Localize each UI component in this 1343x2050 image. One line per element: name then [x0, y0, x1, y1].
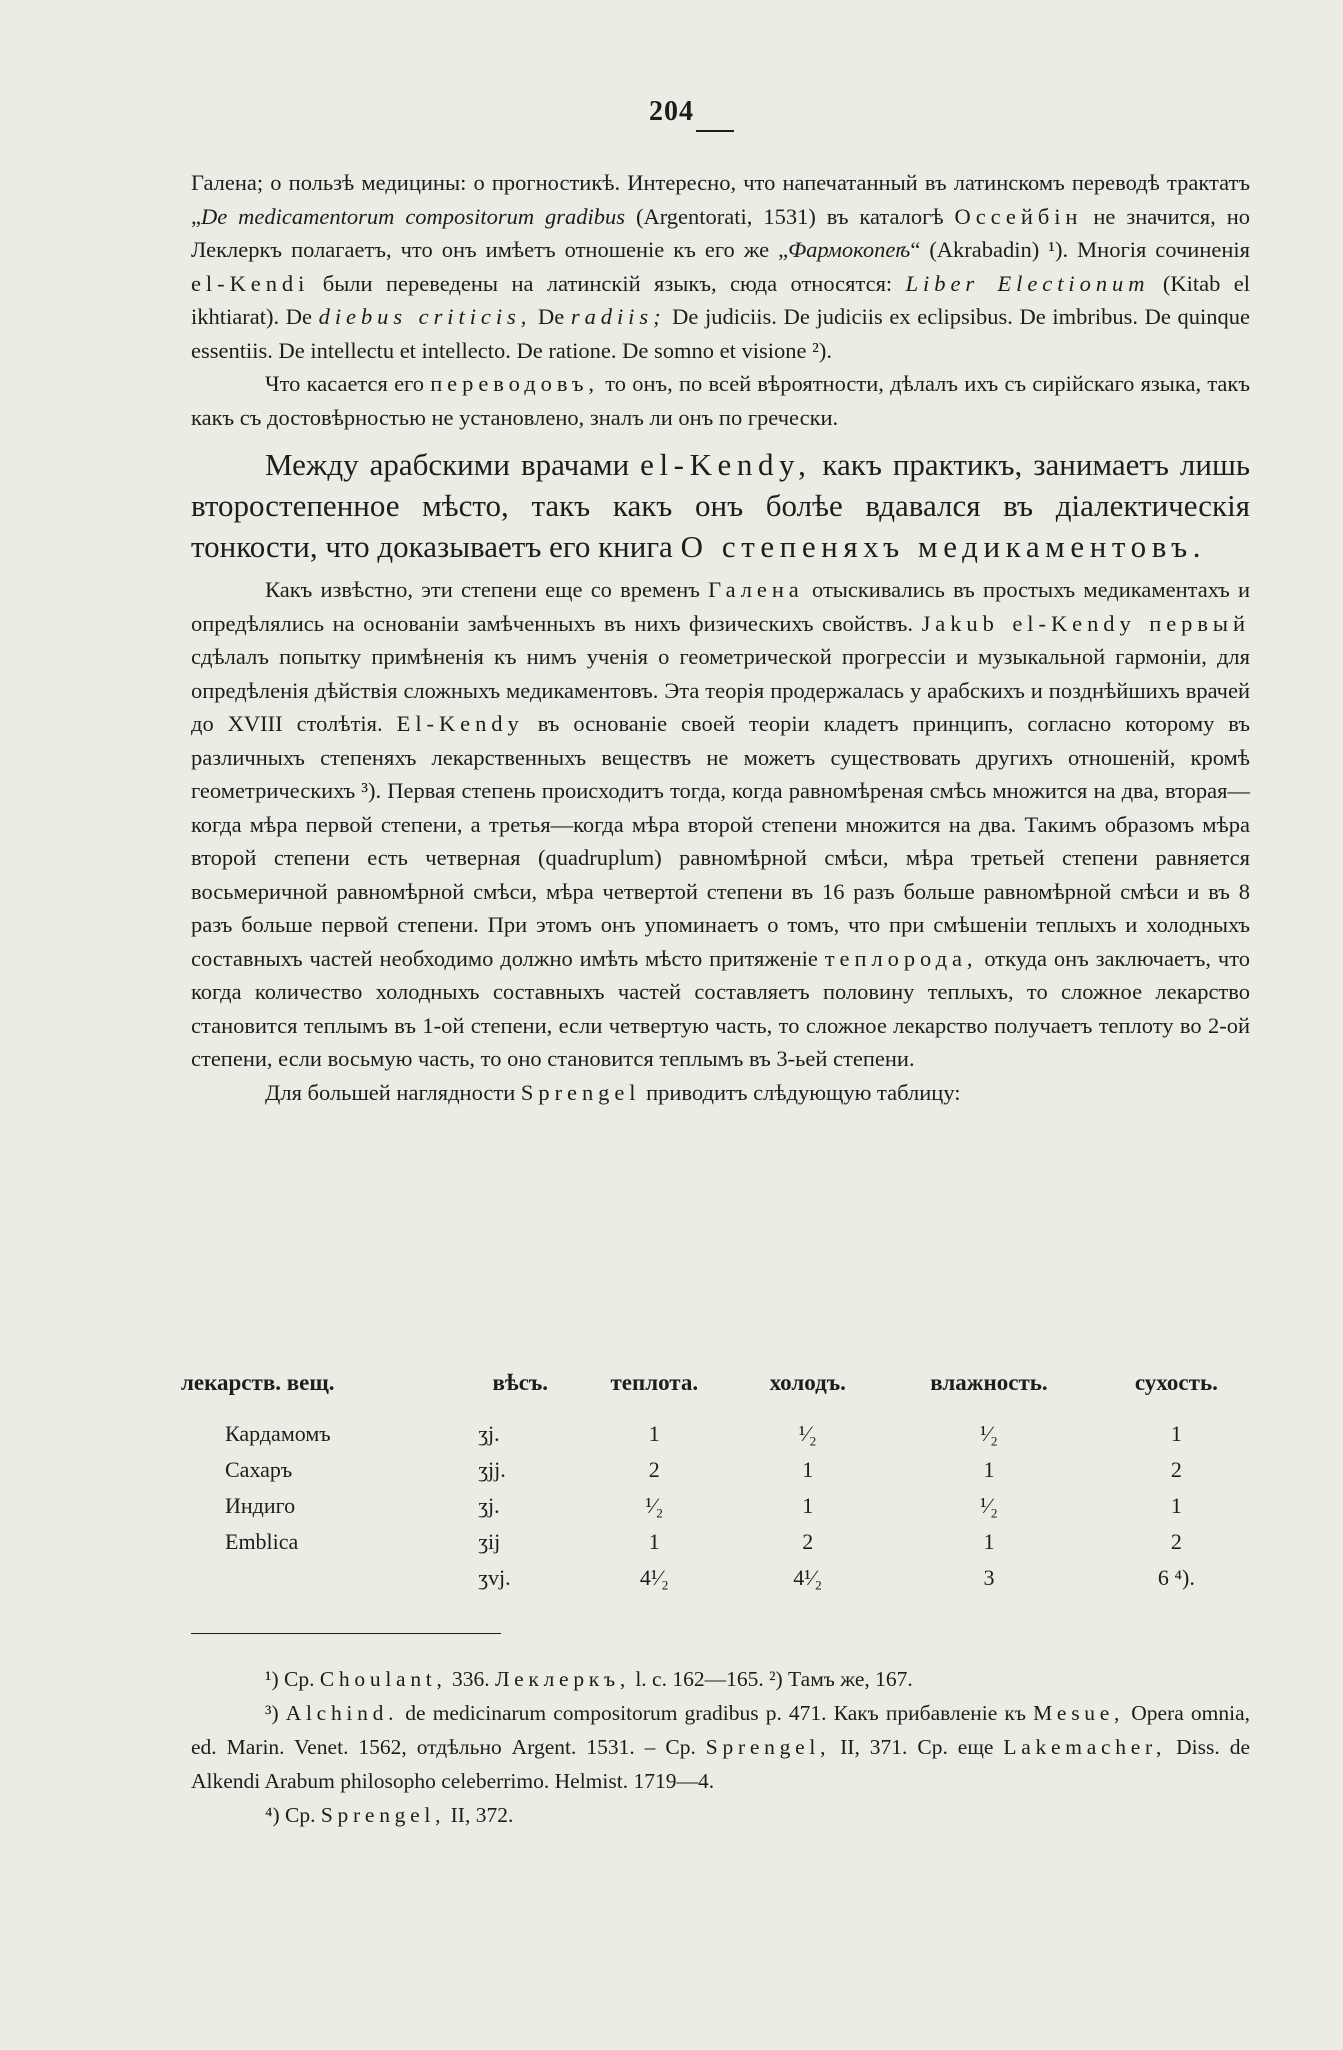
text-run: были переведены на латинскій языкъ, сюда относятся:	[309, 270, 906, 296]
table-cell: ʒvj.	[478, 1565, 511, 1590]
text-run: de medicinarum compositorum gradibus p. 471. Какъ прибавленіе къ	[398, 1701, 1034, 1725]
table-cell: 6 ⁴).	[1157, 1565, 1195, 1590]
table-cell: 1	[648, 1529, 660, 1554]
table-row	[181, 1452, 1254, 1488]
text-run: приводитъ слѣдующую таблицу:	[640, 1079, 961, 1105]
emphasized-text: Sprengel,	[705, 1735, 831, 1759]
text-run: откуда онъ заключаетъ, что когда количество холодныхъ составныхъ частей составляетъ половину теплыхъ, то сложное лекарство становится теплымъ въ 1-ой степени, если четвертую часть, то сложное лекарство получаетъ теплоту во 2-ой степени, если восьмую часть, то оно становится теплымъ въ 3-ьей степени.	[191, 945, 1250, 1071]
table-cell: 1	[983, 1529, 995, 1554]
footnote-separator	[191, 1633, 501, 1634]
table-cell: 2	[802, 1529, 814, 1554]
emphasized-text: переводовъ,	[430, 371, 599, 396]
emphasized-text: radiis;	[570, 304, 666, 329]
emphasized-text: El-Kendy	[396, 711, 524, 736]
emphasized-text: De medicamentorum compositorum gradibus	[201, 203, 626, 229]
table-cell: 2	[1170, 1529, 1182, 1554]
page-number: 204	[649, 96, 694, 127]
table-row	[181, 1488, 1254, 1524]
body-text	[191, 166, 1250, 1109]
text-run: De judiciis. De judiciis ex eclipsibus. De imbribus. De quinque essentiis. De intellectu et intellecto. De ratione. De somno et visione ²).	[191, 304, 1250, 363]
text-run: сдѣлалъ попытку примѣненія къ нимъ ученія о геометрической прогрессіи и музыкальной гармоніи, для опредѣленія дѣйствія сложныхъ медикаментовъ. Эта теорія продержалась у арабскихъ и позднѣйшихъ врачей до XVIII столѣтія.	[191, 644, 1250, 736]
emphasized-text: Фармокопеѣ	[788, 237, 911, 262]
text-run: отыскивались въ простыхъ медикаментахъ и опредѣлялись на основаніи замѣченныхъ въ нихъ физическихъ свойствъ.	[191, 577, 1251, 636]
table-row	[181, 1416, 1254, 1452]
text-run: какъ практикъ, занимаетъ лишь второстепенное мѣсто, такъ какъ онъ болѣе вдавался въ діалектическія тонкости, что доказываетъ его книга	[191, 447, 1250, 564]
table-cell: 4¹⁄₂	[639, 1565, 669, 1590]
text-run: то онъ, по всей вѣроятности, дѣлалъ ихъ съ сирійскаго языка, такъ какъ съ достовѣрностью не установлено, зналъ ли онъ по гречески.	[191, 371, 1250, 430]
text-run: II, 372.	[445, 1803, 514, 1827]
emphasized-text: теплорода,	[824, 945, 978, 971]
text-run: ⁴) Ср.	[265, 1803, 321, 1827]
emphasized-text: Alchind.	[285, 1701, 399, 1725]
text-run: Diss. de Alkendi Arabum philosopho celeberrimo. Helmist. 1719—4.	[191, 1735, 1250, 1793]
highlight-paragraph	[191, 444, 1250, 567]
emphasized-text: Галена	[708, 577, 804, 602]
table-cell: ¹⁄₂	[798, 1421, 817, 1446]
table-header-row	[181, 1370, 1254, 1416]
text-run: De	[531, 304, 571, 329]
emphasized-text: Jakub el-Kendy первый	[921, 610, 1250, 636]
table-cell: ¹⁄₂	[979, 1493, 998, 1518]
column-header: теплота.	[610, 1370, 699, 1395]
emphasized-text: Choulant,	[319, 1667, 447, 1691]
table-cell: 1	[648, 1421, 660, 1446]
emphasized-text: Sprengel,	[320, 1803, 446, 1827]
text-run: Для большей наглядности	[265, 1079, 521, 1105]
table-cell: ¹⁄₂	[979, 1421, 998, 1446]
emphasized-text: Леклеркъ,	[494, 1667, 630, 1691]
text-run: Что касается его	[265, 371, 431, 396]
paragraph	[191, 166, 1250, 367]
table-cell: 1	[802, 1493, 814, 1518]
footnote	[191, 1662, 1250, 1696]
text-run: ¹) Ср.	[265, 1667, 320, 1691]
text-run: “ (Akrabadin) ¹). Многія сочиненія	[910, 237, 1250, 262]
table-body	[181, 1416, 1254, 1596]
text-run: Opera omnia, ed. Marin. Venet. 1562, отдѣльно Argent. 1531. – Ср.	[191, 1701, 1250, 1759]
table-cell: ¹⁄₂	[645, 1493, 664, 1518]
text-run: Какъ извѣстно, эти степени еще со временъ	[265, 577, 709, 602]
column-header: вѣсъ.	[492, 1370, 549, 1395]
table-cell: ʒij	[478, 1529, 501, 1554]
drug-name-cell	[181, 1560, 468, 1596]
footnotes	[191, 1662, 1250, 1832]
emphasized-text: О степеняхъ медикаментовъ.	[680, 529, 1207, 564]
page-number-underline	[696, 130, 734, 132]
text-run: ³)	[265, 1701, 286, 1725]
paragraph	[191, 367, 1250, 434]
table-cell: 3	[983, 1565, 995, 1590]
footnote	[191, 1798, 1250, 1832]
emphasized-text: diebus criticis,	[318, 304, 532, 329]
paragraph	[191, 1076, 1250, 1110]
table-cell: ʒj.	[478, 1493, 500, 1518]
text-run: Галена; о пользѣ медицины: о прогностикѣ. Интересно, что напечатанный въ латинскомъ переводѣ трактатъ „	[191, 170, 1250, 229]
text-run: въ основаніе своей теоріи кладетъ принципъ, согласно которому въ различныхъ степеняхъ лекарственныхъ веществъ не можетъ существовать другихъ отношеній, кромѣ геометрическихъ ³). Первая степень происходитъ тогда, когда равномѣреная смѣсь множится на два, вторая—когда мѣра первой степени, а третья—когда мѣра второй степени множится на два. Такимъ образомъ мѣра второй степени есть четверная (quadruplum) равномѣрной смѣси, мѣра третьей степени равняется восьмеричной равномѣрной смѣси, мѣра четвертой степени въ 16 разъ больше равномѣрной смѣси и въ 8 разъ больше первой степени. При этомъ онъ упоминаетъ о томъ, что при смѣшеніи теплыхъ и холодныхъ составныхъ частей необходимо должно имѣть мѣсто притяженіе	[191, 711, 1251, 971]
column-header: влажность.	[930, 1370, 1048, 1395]
text-run: 336.	[446, 1667, 495, 1691]
column-header: холодъ.	[769, 1370, 846, 1395]
text-run: (Kitab el ikhtiarat). De	[191, 270, 1250, 329]
table-cell: 4¹⁄₂	[793, 1565, 823, 1590]
emphasized-text: Mesue,	[1033, 1701, 1125, 1725]
drug-name-cell: Кардамомъ	[225, 1421, 331, 1446]
table-cell: 1	[983, 1457, 995, 1482]
table-cell: 2	[648, 1457, 660, 1482]
drug-name-cell: Индиго	[225, 1493, 296, 1518]
table-cell: 1	[1170, 1493, 1182, 1518]
emphasized-text: Liber Electionum	[905, 270, 1150, 296]
column-header: сухость.	[1134, 1370, 1218, 1395]
table-cell: ʒj.	[478, 1421, 500, 1446]
column-header: лекарств. вещ.	[181, 1370, 335, 1395]
drug-name-cell: Emblica	[225, 1529, 299, 1554]
table-row	[181, 1560, 1254, 1596]
text-run: Между арабскими врачами	[265, 447, 641, 482]
text-run: (Argentorati, 1531) въ каталогѣ	[625, 203, 955, 229]
text-run: l. c. 162—165. ²) Тамъ же, 167.	[629, 1667, 913, 1691]
emphasized-text: Оссейбін	[954, 203, 1083, 229]
table-row	[181, 1524, 1254, 1560]
emphasized-text: Lakemacher,	[1003, 1735, 1167, 1759]
footnote	[191, 1696, 1250, 1798]
drug-name-cell: Сахаръ	[225, 1457, 293, 1482]
emphasized-text: el-Kendy,	[640, 447, 812, 482]
emphasized-text: Sprengel	[520, 1079, 641, 1105]
drug-degree-table	[181, 1370, 1254, 1596]
table-cell: 1	[802, 1457, 814, 1482]
text-run: не значится, но Леклеркъ полагаетъ, что онъ имѣетъ отношеніе къ его же „	[191, 203, 1250, 262]
table-cell: 2	[1170, 1457, 1182, 1482]
text-run: II, 371. Ср. еще	[830, 1735, 1004, 1759]
emphasized-text: el-Kendi	[191, 270, 310, 296]
paragraph	[191, 573, 1250, 1076]
table-cell: ʒjj.	[478, 1457, 506, 1482]
table-cell: 1	[1170, 1421, 1182, 1446]
